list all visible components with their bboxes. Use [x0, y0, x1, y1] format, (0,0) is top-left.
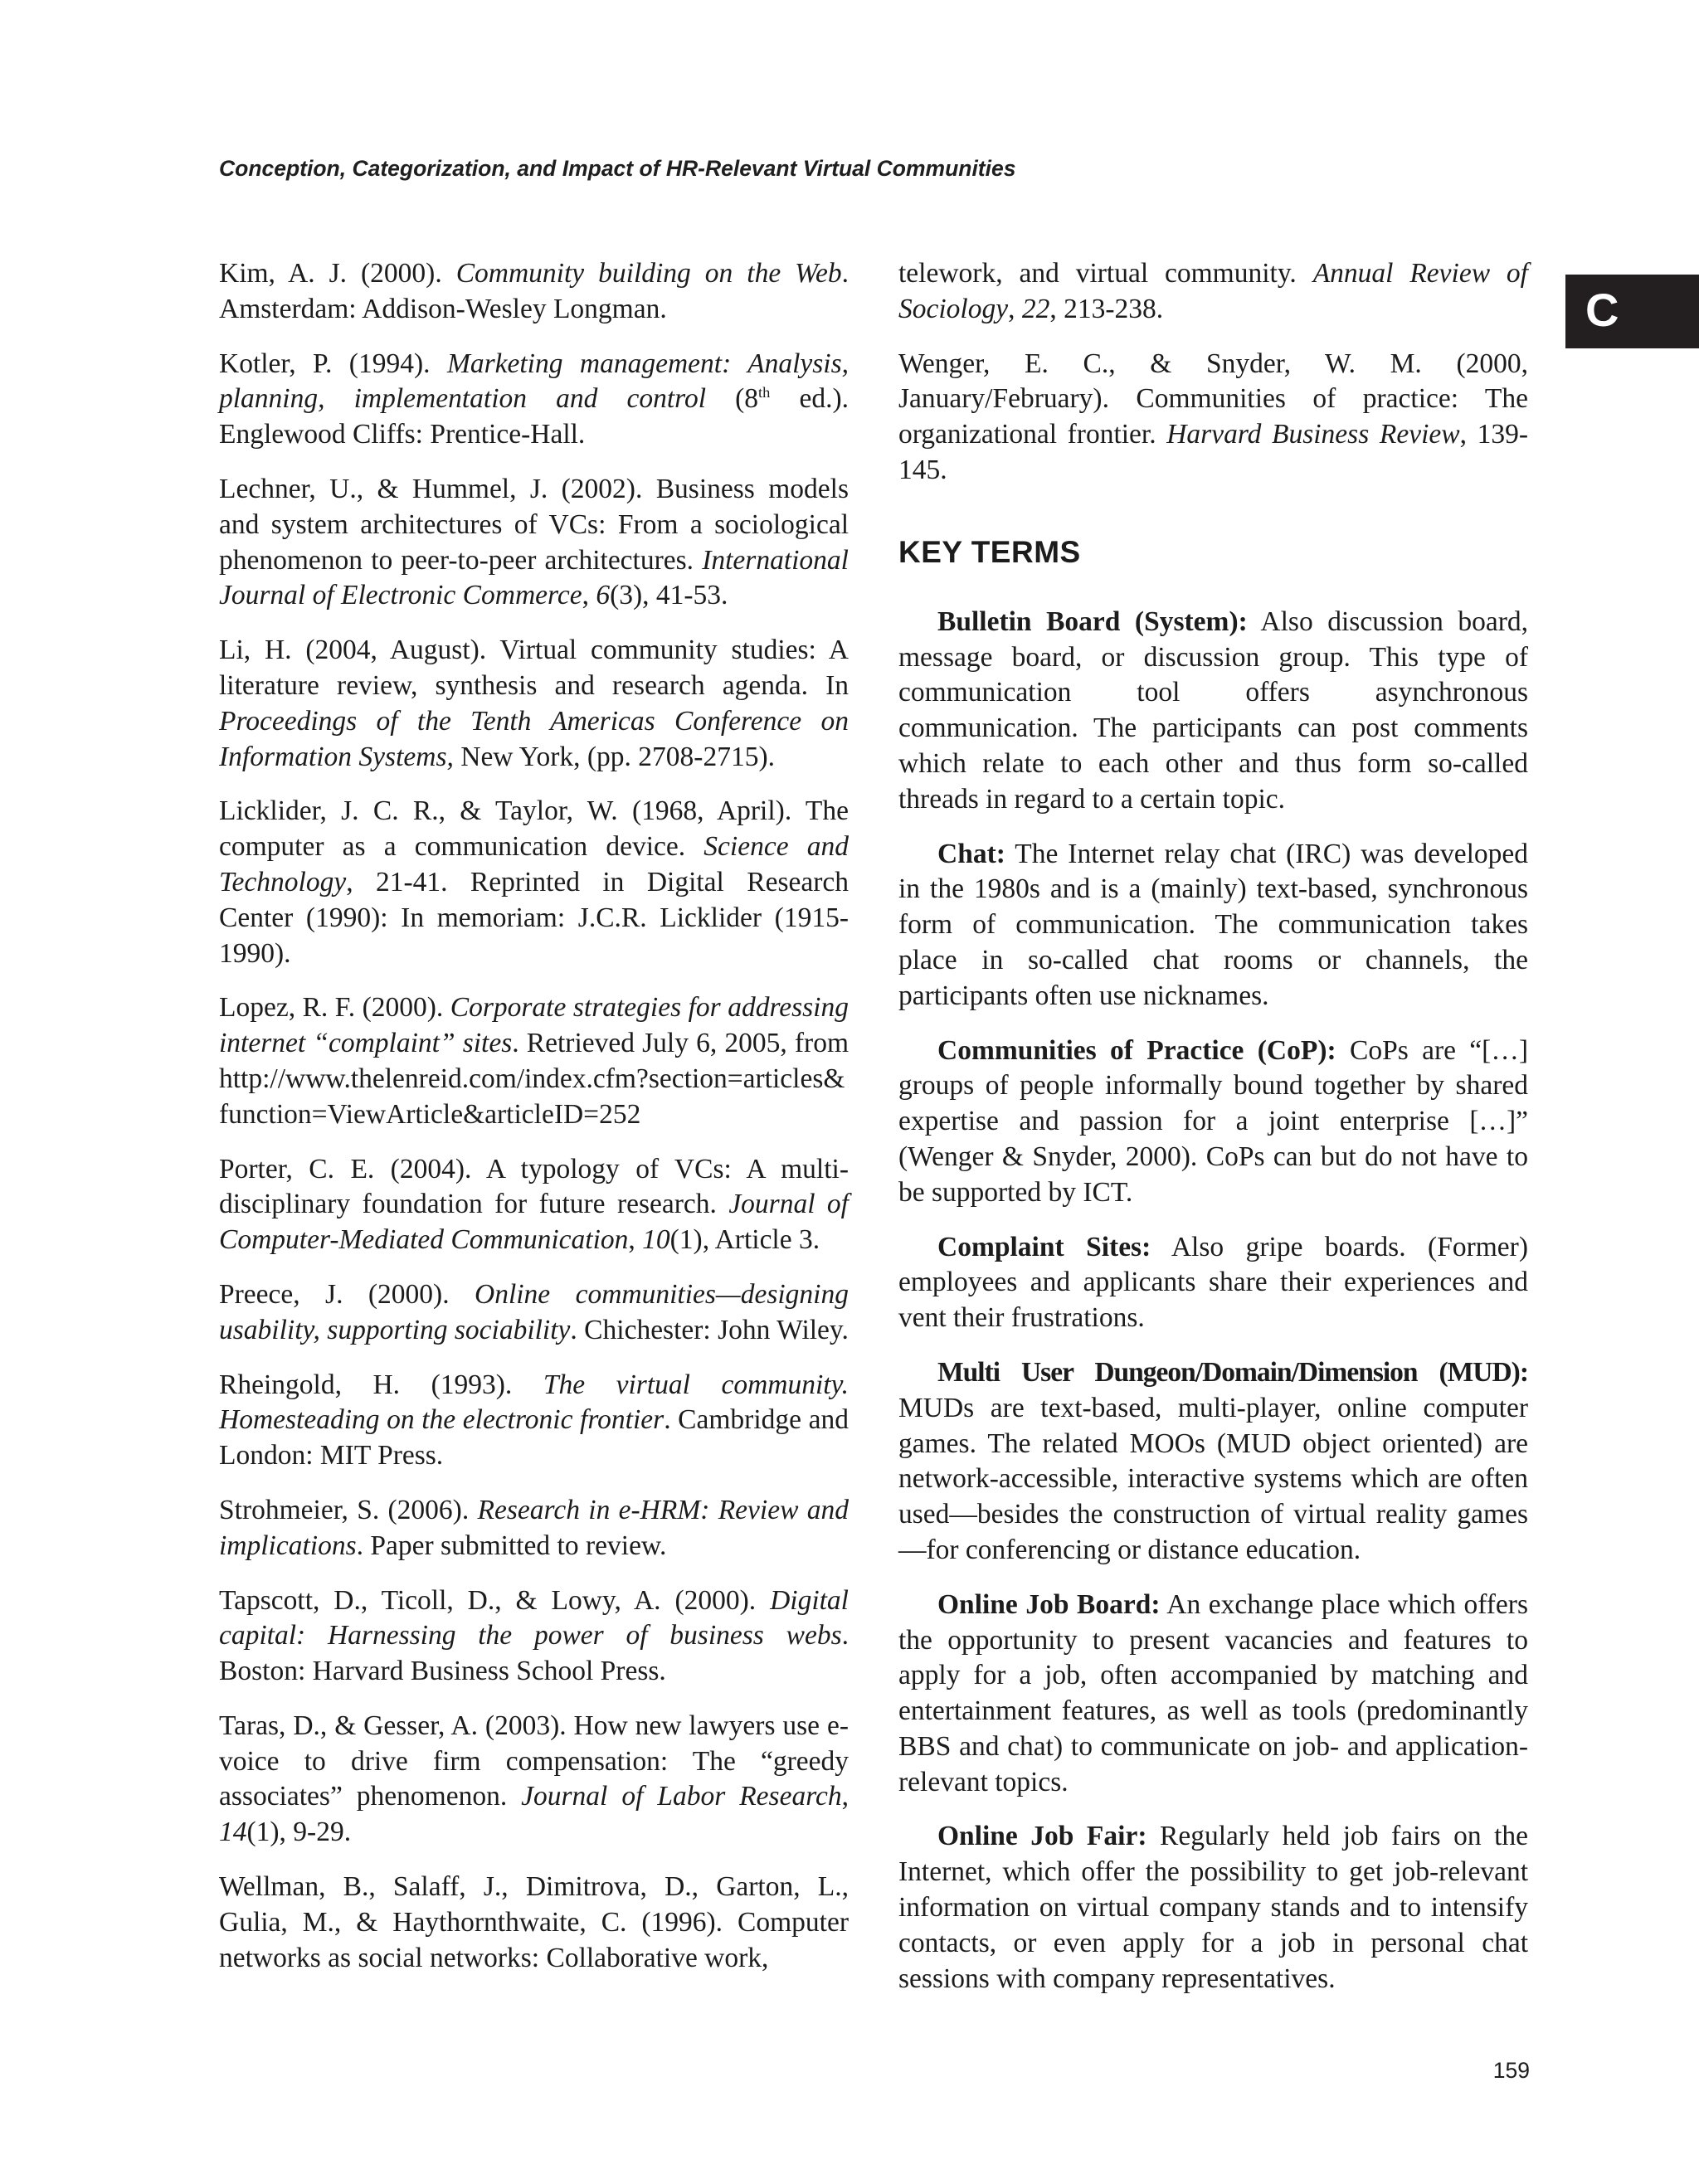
- reference-entry: Rheingold, H. (1993). The virtual community. Homesteading on the electronic frontier. Cambridge and London: MIT Press.: [219, 1369, 849, 1471]
- key-term-bulletin-board: Bulletin Board (System): Also discussion board, message board, or discussion group. This type of communication tool offers asynchronous communication. The participants can post comments which relate to each other and thus form so-called threads in regard to a certain topic.: [898, 606, 1529, 815]
- reference-entry: Lopez, R. F. (2000). Corporate strategies for addressing internet “complaint” sites. Retrieved July 6, 2005, from http://www.thelenreid.com/index.cfm?section=articles&function=ViewArticle&articleID=252: [219, 992, 850, 1130]
- key-term-online-job-board: Online Job Board: An exchange place which offers the opportunity to present vacancies and features to apply for a job, often accompanied by matching and entertainment features, as well as tools (predominantly BBS and chat) to communicate on job- and application-relevant topics.: [898, 1588, 1528, 1797]
- reference-entry: Licklider, J. C. R., & Taylor, W. (1968, April). The computer as a communication device. Science and Technology, 21-41. Reprinted in Digital Research Center (1990): In memoriam: J.C.R. Licklider (1915-1990).: [219, 795, 849, 969]
- key-term-mud: Multi User Dungeon/Domain/Dimension (MUD): MUDs are text-based, multi-player, online computer games. The related MOOs (MUD object oriented) are network-accessible, interactive systems which are often used—besides the construction of virtual reality games—for conferencing or distance education.: [898, 1356, 1528, 1565]
- reference-entry: telework, and virtual community. Annual Review of Sociology, 22, 213-238.: [898, 258, 1528, 324]
- reference-entry: Wenger, E. C., & Snyder, W. M. (2000, January/February). Communities of practice: The organizational frontier. Harvard Business Review, 139-145.: [898, 348, 1528, 485]
- right-column: [898, 256, 1528, 2016]
- reference-entry: Strohmeier, S. (2006). Research in e-HRM: Review and implications. Paper submitted to review.: [219, 1494, 849, 1561]
- reference-entry: Kim, A. J. (2000). Community building on the Web. Amsterdam: Addison-Wesley Longman.: [219, 258, 850, 324]
- key-terms-heading: KEY TERMS: [898, 534, 1081, 569]
- section-tab: [1565, 275, 1699, 348]
- key-term-communities-of-practice: Communities of Practice (CoP): CoPs are “[…] groups of people informally bound together by shared expertise and passion for a joint enterprise […]” (Wenger & Snyder, 2000). CoPs can but do not have to be supported by ICT.: [898, 1034, 1528, 1208]
- reference-entry: Lechner, U., & Hummel, J. (2002). Business models and system architectures of VCs: From a sociological phenomenon to peer-to-peer architectures. International Journal of Electronic Commerce, 6(3), 41-53.: [219, 473, 849, 611]
- key-term-chat: Chat: The Internet relay chat (IRC) was developed in the 1980s and is a (mainly) text-based, synchronous form of communication. The communication takes place in so-called chat rooms or channels, the participants often use nicknames.: [898, 838, 1528, 1011]
- reference-entry: Kotler, P. (1994). Marketing management: Analysis, planning, implementation and control (8th ed.). Englewood Cliffs: Prentice-Hall.: [219, 348, 849, 450]
- reference-entry: Preece, J. (2000). Online communities—designing usability, supporting sociability. Chichester: John Wiley.: [219, 1278, 849, 1345]
- left-column: [219, 256, 849, 1995]
- reference-entry: Tapscott, D., Ticoll, D., & Lowy, A. (2000). Digital capital: Harnessing the power of business webs. Boston: Harvard Business School Press.: [219, 1584, 849, 1687]
- key-term-complaint-sites: Complaint Sites: Also gripe boards. (Former) employees and applicants share their experiences and vent their frustrations.: [898, 1231, 1528, 1334]
- running-head: Conception, Categorization, and Impact of HR-Relevant Virtual Communities: [219, 156, 1016, 181]
- reference-entry: Li, H. (2004, August). Virtual community studies: A literature review, synthesis and research agenda. In Proceedings of the Tenth Americas Conference on Information Systems, New York, (pp. 2708-2715).: [219, 635, 849, 772]
- reference-entry: Taras, D., & Gesser, A. (2003). How new lawyers use e-voice to drive firm compensation: The “greedy associates” phenomenon. Journal of Labor Research, 14(1), 9-29.: [219, 1710, 849, 1848]
- reference-entry: Porter, C. E. (2004). A typology of VCs: A multi-disciplinary foundation for future research. Journal of Computer-Mediated Communication, 10(1), Article 3.: [219, 1153, 849, 1256]
- reference-entry: Wellman, B., Salaff, J., Dimitrova, D., Garton, L., Gulia, M., & Haythornthwaite, C. (1996). Computer networks as social networks: Collaborative work,: [219, 1871, 849, 1973]
- section-tab-letter: C: [1585, 284, 1619, 336]
- key-term-online-job-fair: Online Job Fair: Regularly held job fairs on the Internet, which offer the possibility to get job-relevant information on virtual company stands and to intensify contacts, or even apply for a job in personal chat sessions with company representatives.: [898, 1821, 1528, 1994]
- page-number: 159: [1492, 2058, 1530, 2083]
